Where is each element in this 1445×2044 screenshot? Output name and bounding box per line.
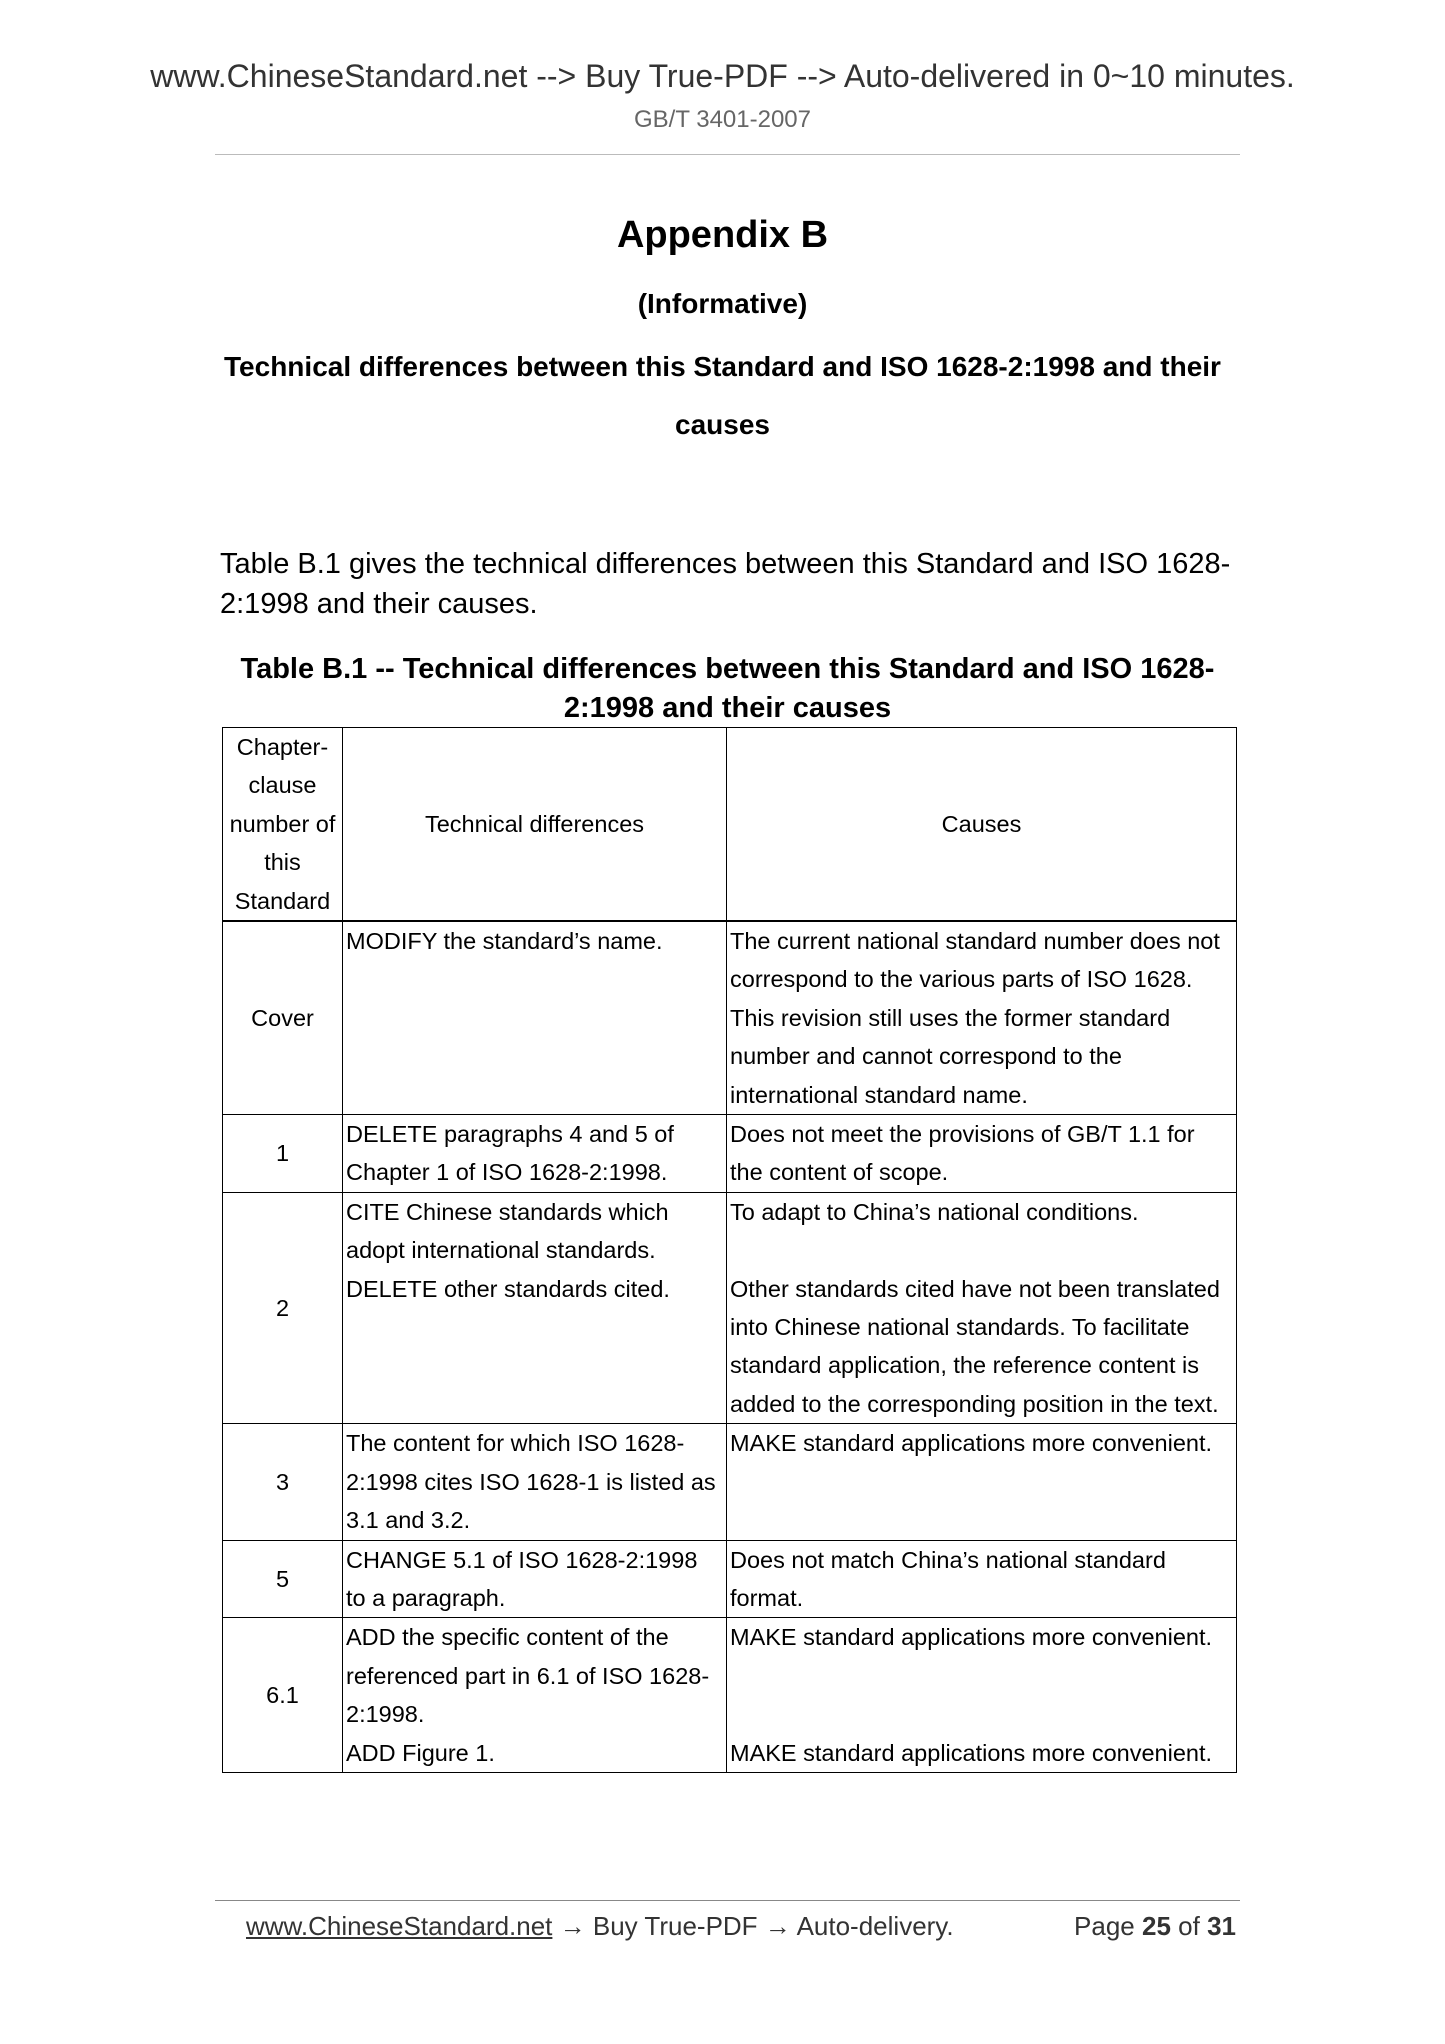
difference-text: CITE Chinese standards which adopt international standards.	[346, 1198, 669, 1264]
difference-cell	[343, 1192, 727, 1423]
difference-text: ADD Figure 1.	[346, 1739, 495, 1766]
header-clause: Chapter-clause number of this Standard	[223, 728, 343, 922]
cause-cell: MAKE standard applications more convenient.	[727, 1424, 1237, 1540]
header-divider	[215, 154, 1240, 155]
spacer	[730, 1695, 1233, 1733]
footer	[246, 1906, 1236, 1946]
table-row	[223, 1618, 1237, 1773]
header-differences: Technical differences	[343, 728, 727, 922]
page-current: 25	[1142, 1911, 1171, 1941]
clause-cell: 2	[223, 1192, 343, 1423]
cause-text: MAKE standard applications more convenient.	[730, 1739, 1213, 1766]
clause-cell: Cover	[223, 921, 343, 1115]
page-indicator	[1074, 1906, 1236, 1946]
table-header-row	[223, 728, 1237, 922]
difference-cell: MODIFY the standard’s name.	[343, 921, 727, 1115]
footer-divider	[215, 1900, 1240, 1901]
differences-table	[222, 727, 1237, 1773]
page-total: 31	[1207, 1911, 1236, 1941]
page-label: Page	[1074, 1911, 1135, 1941]
cause-cell: Does not meet the provisions of GB/T 1.1 for the content of scope.	[727, 1115, 1237, 1193]
spacer	[730, 1231, 1233, 1269]
spacer	[730, 1657, 1233, 1695]
table-row	[223, 1115, 1237, 1193]
cause-cell: Does not match China’s national standard format.	[727, 1540, 1237, 1618]
cause-cell	[727, 1192, 1237, 1423]
difference-text: DELETE other standards cited.	[346, 1275, 670, 1302]
intro-paragraph: Table B.1 gives the technical differences between this Standard and ISO 1628-2:1998 and their causes.	[220, 548, 1231, 620]
clause-cell: 3	[223, 1424, 343, 1540]
header-causes: Causes	[727, 728, 1237, 922]
clause-cell: 1	[223, 1115, 343, 1193]
cause-cell	[727, 1618, 1237, 1773]
table-row	[223, 921, 1237, 1115]
cause-text: Other standards cited have not been translated into Chinese national standards. To facilitate standard application, the reference content is added to the corresponding position in the text.	[730, 1275, 1220, 1417]
footer-site-link[interactable]: www.ChineseStandard.net	[246, 1911, 553, 1941]
difference-cell: CHANGE 5.1 of ISO 1628-2:1998 to a paragraph.	[343, 1540, 727, 1618]
difference-cell: The content for which ISO 1628-2:1998 cites ISO 1628-1 is listed as 3.1 and 3.2.	[343, 1424, 727, 1540]
header-banner: www.ChineseStandard.net --> Buy True-PDF --> Auto-delivered in 0~10 minutes.	[150, 58, 1295, 94]
appendix-subtitle: (Informative)	[637, 288, 808, 319]
table-row	[223, 1424, 1237, 1540]
table-caption: Table B.1 -- Technical differences between this Standard and ISO 1628-2:1998 and their causes	[240, 653, 1215, 724]
table-row	[223, 1192, 1237, 1423]
appendix-title: Appendix B	[616, 214, 829, 256]
page-of: of	[1178, 1911, 1200, 1941]
cause-cell: The current national standard number does not correspond to the various parts of ISO 1628. This revision still uses the former standard number and cannot correspond to the international standard name.	[727, 921, 1237, 1115]
cause-text: MAKE standard applications more convenient.	[730, 1624, 1213, 1651]
clause-cell: 6.1	[223, 1618, 343, 1773]
difference-cell	[343, 1618, 727, 1773]
table-row	[223, 1540, 1237, 1618]
standard-code: GB/T 3401-2007	[633, 106, 811, 133]
cause-text: To adapt to China’s national conditions.	[730, 1198, 1139, 1225]
difference-cell: DELETE paragraphs 4 and 5 of Chapter 1 of ISO 1628-2:1998.	[343, 1115, 727, 1193]
clause-cell: 5	[223, 1540, 343, 1618]
appendix-heading: Technical differences between this Standard and ISO 1628-2:1998 and their causes	[224, 351, 1221, 440]
difference-text: ADD the specific content of the referenced part in 6.1 of ISO 1628-2:1998.	[346, 1624, 710, 1728]
footer-tagline: → Buy True-PDF → Auto-delivery.	[552, 1911, 954, 1941]
